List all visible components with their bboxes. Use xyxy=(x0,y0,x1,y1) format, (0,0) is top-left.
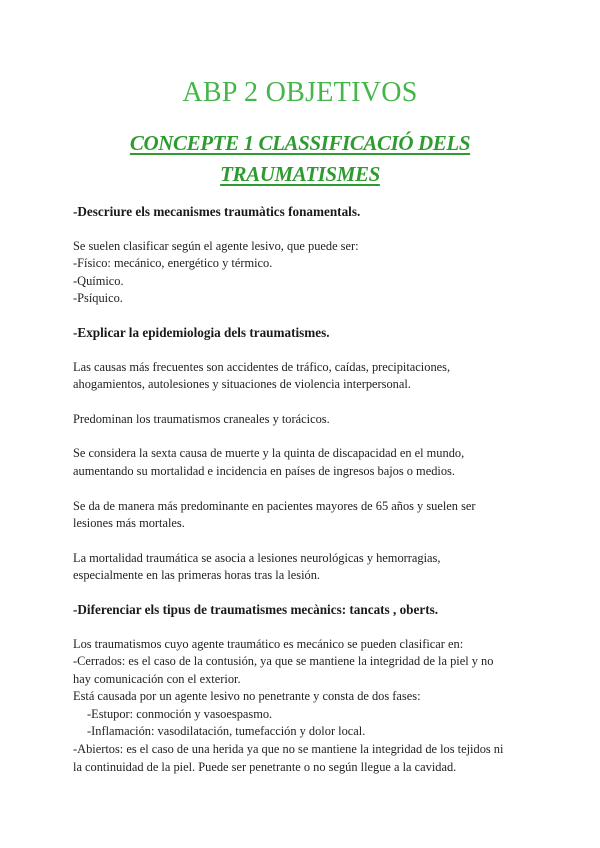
phase-item-inflammation: -Inflamación: vasodilatación, tumefacción y dolor local. xyxy=(87,724,366,739)
paragraph-line: hay comunicación con el exterior. xyxy=(73,671,241,686)
page-title: ABP 2 OBJETIVOS xyxy=(182,77,418,108)
section-heading-mechanical-types: -Diferenciar els tipus de traumatismes mecànics: tancats , oberts. xyxy=(73,601,439,617)
paragraph-line: Los traumatismos cuyo agente traumático es mecánico se pueden clasificar en: xyxy=(73,636,464,651)
paragraph-line: -Abiertos: es el caso de una herida ya que no se mantiene la integridad de los tejidos ni xyxy=(73,742,504,757)
mechanical-types-paragraph xyxy=(73,636,535,777)
paragraph-line: La mortalidad traumática se asocia a lesiones neurológicas y hemorragias, xyxy=(73,550,441,565)
section-heading-epidemiology: -Explicar la epidemiologia dels traumatismes. xyxy=(73,324,330,340)
epidemiology-paragraph-predominance: Predominan los traumatismos craneales y torácicos. xyxy=(73,411,330,426)
subtitle-line-1: CONCEPTE 1 CLASSIFICACIÓ DELS xyxy=(129,131,471,155)
document-body xyxy=(73,203,535,776)
epidemiology-paragraph-mortality-rank xyxy=(73,445,535,480)
paragraph-line: la continuidad de la piel. Puede ser penetrante o no según llegue a la cavidad. xyxy=(73,759,457,774)
epidemiology-paragraph-causes xyxy=(73,359,535,394)
paragraph-line: lesiones más mortales. xyxy=(73,516,185,531)
paragraph-line: especialmente en las primeras horas tras la lesión. xyxy=(73,568,321,583)
mechanisms-item-psychic: -Psíquico. xyxy=(73,291,123,306)
epidemiology-paragraph-elderly xyxy=(73,498,535,533)
mechanisms-item-chemical: -Químico. xyxy=(73,273,124,288)
page-subtitle xyxy=(100,128,500,190)
mechanisms-intro: Se suelen clasificar según el agente lesivo, que puede ser: xyxy=(73,238,359,253)
phase-item-stupor: -Estupor: conmoción y vasoespasmo. xyxy=(87,706,273,721)
paragraph-line: Se considera la sexta causa de muerte y la quinta de discapacidad en el mundo, xyxy=(73,446,465,461)
epidemiology-paragraph-neuro xyxy=(73,550,535,585)
paragraph-line: Se da de manera más predominante en pacientes mayores de 65 años y suelen ser xyxy=(73,498,476,513)
paragraph-line: Está causada por un agente lesivo no penetrante y consta de dos fases: xyxy=(73,689,421,704)
mechanisms-item-physical: -Físico: mecánico, energético y térmico. xyxy=(73,256,273,271)
paragraph-line: Las causas más frecuentes son accidentes de tráfico, caídas, precipitaciones, xyxy=(73,359,451,374)
paragraph-line: ahogamientos, autolesiones y situaciones de violencia interpersonal. xyxy=(73,377,411,392)
subtitle-line-2: TRAUMATISMES xyxy=(220,162,380,186)
paragraph-line: aumentando su mortalidad e incidencia en países de ingresos bajos o medios. xyxy=(73,463,455,478)
paragraph-line: -Cerrados: es el caso de la contusión, ya que se mantiene la integridad de la piel y no xyxy=(73,654,494,669)
section-heading-mechanisms: -Descriure els mecanismes traumàtics fonamentals. xyxy=(73,204,361,219)
